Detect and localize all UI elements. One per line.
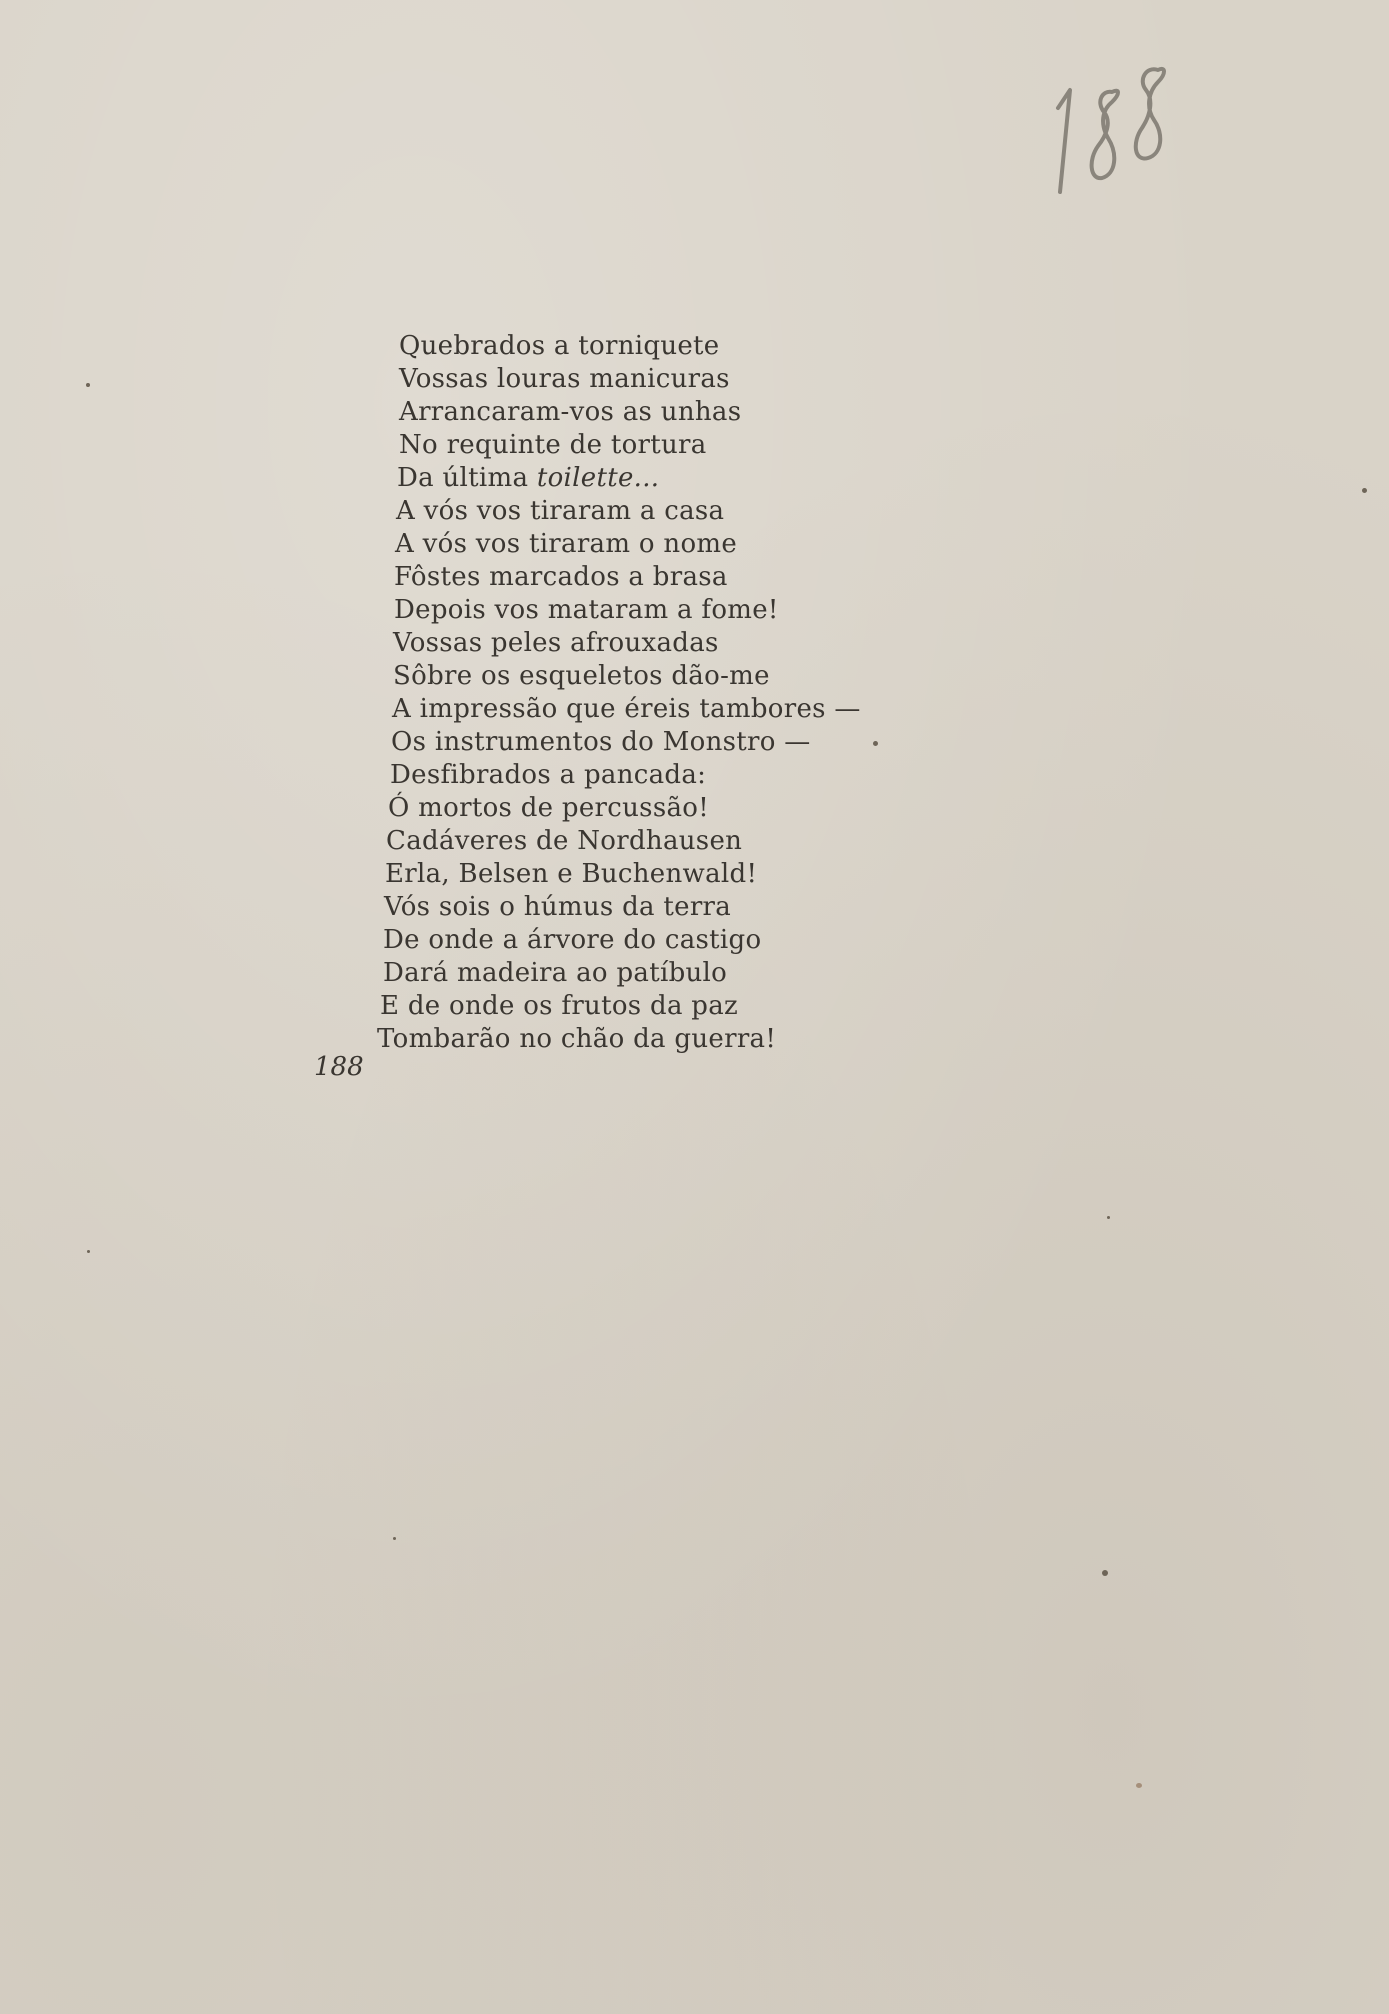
poem-line: De onde a árvore do castigo — [383, 925, 762, 955]
handwritten-digit-one — [1058, 90, 1070, 192]
poem-line: Erla, Belsen e Buchenwald! — [385, 859, 758, 889]
poem-line: Desfibrados a pancada: — [390, 760, 707, 790]
paper-speck — [86, 383, 90, 387]
poem-line: Sôbre os esqueletos dão-me — [393, 661, 770, 691]
poem-line: Vossas louras manicuras — [399, 364, 730, 394]
paper-speck — [873, 741, 878, 746]
paper-speck — [1362, 488, 1367, 493]
poem-line: Cadáveres de Nordhausen — [386, 826, 743, 856]
paper-speck — [1136, 1783, 1142, 1788]
poem-line: Vós sois o húmus da terra — [384, 892, 732, 922]
poem-line: A vós vos tiraram o nome — [395, 529, 738, 559]
paper-speck — [1107, 1216, 1110, 1219]
paper-speck — [87, 1250, 90, 1253]
poem-line: Dará madeira ao patíbulo — [383, 958, 728, 988]
handwritten-digit-eight — [1136, 69, 1164, 159]
poem-line-italic-word: toilette... — [536, 463, 660, 493]
poem-line: Ó mortos de percussão! — [388, 793, 709, 823]
poem-line: A vós vos tiraram a casa — [396, 496, 725, 526]
poem-line-text: Da última — [397, 463, 537, 493]
poem-line: Tombarão no chão da guerra! — [377, 1024, 777, 1054]
paper-speck — [1102, 1570, 1108, 1576]
poem-line: Quebrados a torniquete — [399, 331, 720, 361]
poem-line: Os instrumentos do Monstro — — [391, 727, 811, 757]
handwritten-page-number — [1040, 50, 1200, 200]
poem-line: A impressão que éreis tambores — — [392, 694, 861, 724]
poem-line: Fôstes marcados a brasa — [394, 562, 728, 592]
handwritten-digit-eight — [1092, 91, 1118, 178]
paper-speck — [393, 1537, 396, 1540]
handwritten-number-drawing — [1040, 50, 1200, 200]
poem-line: E de onde os frutos da paz — [380, 991, 739, 1021]
poem-line: Vossas peles afrouxadas — [393, 628, 719, 658]
poem-line: Depois vos mataram a fome! — [394, 595, 779, 625]
page-number: 188 — [314, 1052, 364, 1082]
poem-line — [397, 462, 659, 494]
poem-line: No requinte de tortura — [399, 430, 707, 460]
poem-line: Arrancaram-vos as unhas — [399, 397, 742, 427]
